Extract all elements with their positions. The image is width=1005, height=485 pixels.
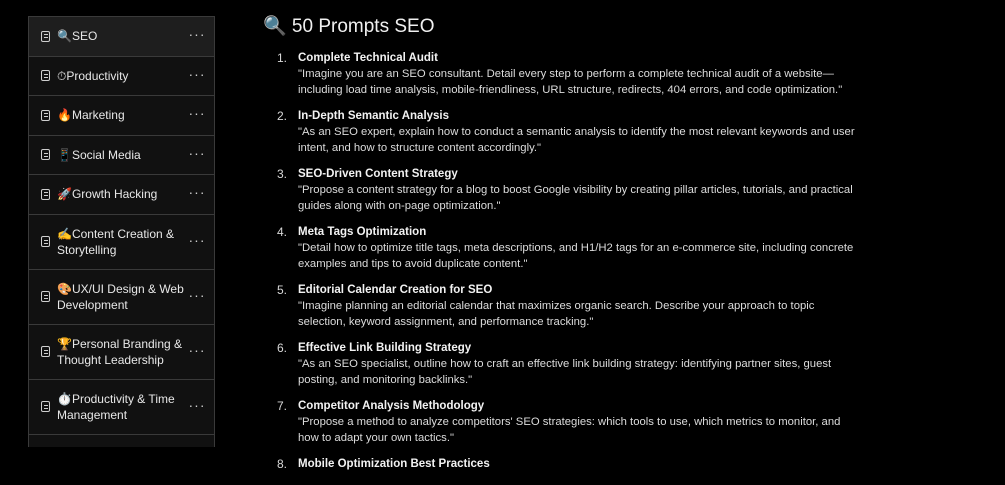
list-item xyxy=(263,340,863,388)
page-title: 🔍 50 Prompts SEO xyxy=(263,16,435,37)
prompt-text: "As an SEO expert, explain how to conduct a semantic analysis to identify the most relevant keywords and user intent, and how to structure content accordingly." xyxy=(298,126,855,154)
sidebar-item-social-media[interactable] xyxy=(29,136,214,176)
list-number: 1. xyxy=(277,51,288,65)
more-horizontal-icon[interactable]: ··· xyxy=(188,396,206,413)
prompt-text: "Propose a content strategy for a blog to boost Google visibility by creating pillar articles, tutorials, and practical guides along with on-page optimization." xyxy=(298,184,853,212)
sidebar-item-label: ⏱Productivity xyxy=(57,68,129,83)
sidebar-item-personal-branding[interactable] xyxy=(29,325,214,380)
list-item xyxy=(263,398,863,446)
sidebar-item-label: 🏆Personal Branding & Thought Leadership xyxy=(57,336,183,367)
sidebar-item-ux-ui-design[interactable] xyxy=(29,270,214,325)
sidebar-item-label: 🚀Growth Hacking xyxy=(57,187,158,202)
main-content xyxy=(263,14,863,485)
list-item xyxy=(263,456,863,472)
page-icon xyxy=(41,149,50,160)
sidebar-item-content-creation[interactable] xyxy=(29,215,214,270)
prompt-text: "Imagine planning an editorial calendar that maximizes organic search. Describe your approach to topic selection, keyword assignment, and performance tracking." xyxy=(298,300,815,328)
more-horizontal-icon[interactable]: ··· xyxy=(188,286,206,303)
more-horizontal-icon[interactable]: ··· xyxy=(188,105,206,122)
list-number: 4. xyxy=(277,225,288,239)
list-item xyxy=(263,166,863,214)
page-icon xyxy=(41,346,50,357)
list-item xyxy=(263,108,863,156)
prompt-text: "As an SEO specialist, outline how to craft an effective link building strategy: identifying partner sites, guest posting, and monitoring backlinks." xyxy=(298,358,832,386)
sidebar-item-seo[interactable] xyxy=(29,17,214,57)
sidebar-item-marketing[interactable] xyxy=(29,96,214,136)
prompt-text: "Imagine you are an SEO consultant. Detail every step to perform a complete technical audit of a website—including load time analysis, mobile-friendliness, URL structure, redirects, 404 errors, and code optimization." xyxy=(298,68,843,96)
sidebar-item-label: ✍️Content Creation & Storytelling xyxy=(57,226,175,257)
more-horizontal-icon[interactable]: ··· xyxy=(188,231,206,248)
sidebar-item-label: 🔥Marketing xyxy=(57,108,125,123)
page-icon xyxy=(41,110,50,121)
sidebar-item-label: ⏱️Productivity & Time Management xyxy=(57,391,175,422)
sidebar-item-label: 🔍SEO xyxy=(57,29,98,44)
more-horizontal-icon[interactable]: ··· xyxy=(188,184,206,201)
list-item xyxy=(263,224,863,272)
more-horizontal-icon[interactable]: ··· xyxy=(188,341,206,358)
page-icon xyxy=(41,31,50,42)
more-horizontal-icon[interactable]: ··· xyxy=(188,144,206,161)
list-number: 2. xyxy=(277,109,288,123)
prompt-text: "Detail how to optimize title tags, meta descriptions, and H1/H2 tags for an e-commerce site, including concrete examples and tips to avoid duplicate content." xyxy=(298,242,854,270)
list-number: 8. xyxy=(277,457,288,471)
list-number: 7. xyxy=(277,399,288,413)
prompt-title: In-Depth Semantic Analysis xyxy=(298,110,450,122)
prompt-title: Competitor Analysis Methodology xyxy=(298,400,485,412)
prompt-title: SEO-Driven Content Strategy xyxy=(298,168,458,180)
sidebar-item-label: 🎨UX/UI Design & Web Development xyxy=(57,281,184,312)
page-icon xyxy=(41,70,50,81)
sidebar-item-productivity[interactable] xyxy=(29,57,214,97)
more-horizontal-icon[interactable]: ··· xyxy=(188,26,206,43)
page-icon xyxy=(41,236,50,247)
prompt-title: Mobile Optimization Best Practices xyxy=(298,458,490,470)
prompt-title: Complete Technical Audit xyxy=(298,52,438,64)
prompt-title: Effective Link Building Strategy xyxy=(298,342,472,354)
sidebar-item-productivity-time[interactable] xyxy=(29,380,214,435)
prompt-title: Editorial Calendar Creation for SEO xyxy=(298,284,493,296)
list-number: 3. xyxy=(277,167,288,181)
sidebar xyxy=(28,16,215,447)
prompt-title: Meta Tags Optimization xyxy=(298,226,427,238)
list-number: 6. xyxy=(277,341,288,355)
sidebar-item-growth-hacking[interactable] xyxy=(29,175,214,215)
page-icon xyxy=(41,401,50,412)
prompt-text: "Propose a method to analyze competitors' SEO strategies: which tools to use, which metrics to monitor, and how to adapt your own tactics." xyxy=(298,416,841,444)
page-icon xyxy=(41,291,50,302)
more-horizontal-icon[interactable]: ··· xyxy=(188,65,206,82)
list-number: 5. xyxy=(277,283,288,297)
list-item xyxy=(263,282,863,330)
list-item xyxy=(263,50,863,98)
sidebar-item-label: 📱Social Media xyxy=(57,147,141,162)
prompt-list xyxy=(263,50,863,472)
page-icon xyxy=(41,189,50,200)
